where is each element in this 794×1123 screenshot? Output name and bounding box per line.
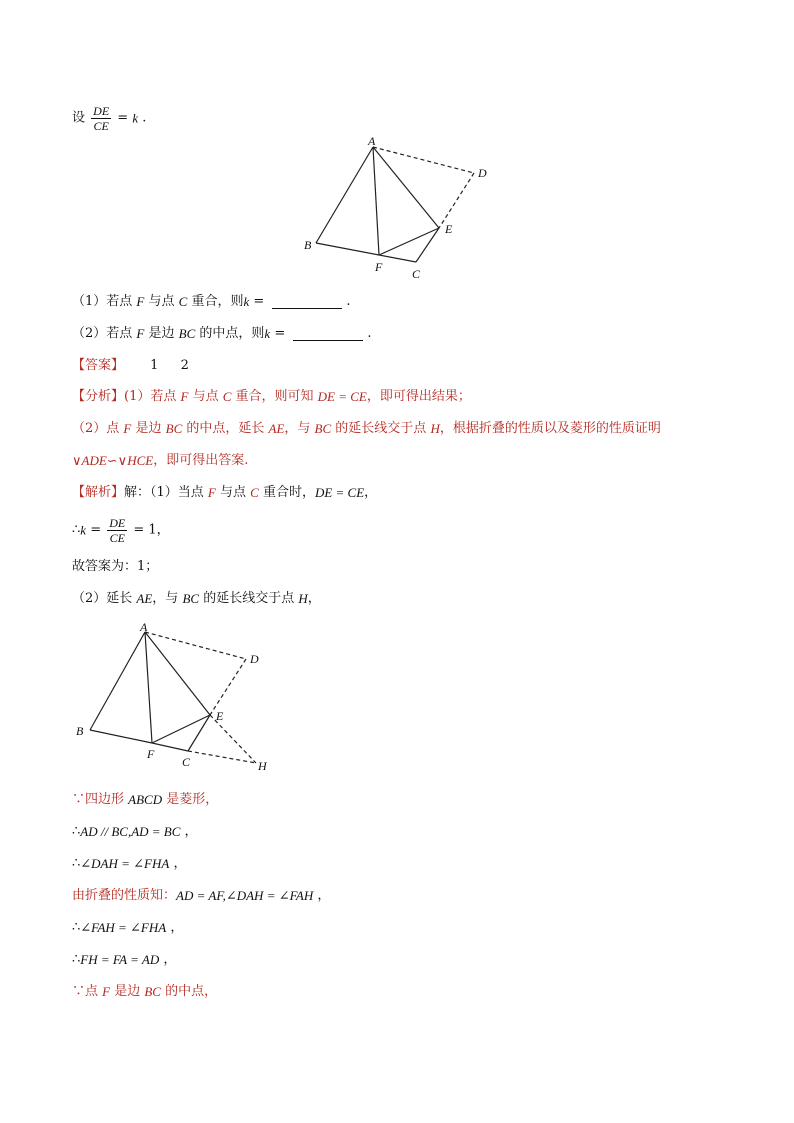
label-D: D: [250, 652, 259, 666]
proof-4-math: AD = AF,∠DAH = ∠FAH: [176, 888, 314, 903]
q1-end: .: [346, 294, 351, 309]
proof-4-text-1: 由折叠的性质知：: [72, 888, 177, 903]
proof-line-3: [72, 855, 186, 874]
analysis-2-H: H: [430, 421, 440, 436]
solution-2-fraction: [107, 516, 127, 545]
proof-1-text-1: ∵四边形: [72, 792, 129, 807]
proof-3-math: ∠DAH = ∠FHA: [80, 856, 170, 871]
q2-end: .: [367, 326, 372, 341]
q1-answer-blank[interactable]: [272, 296, 342, 309]
analysis-line-3: [72, 452, 248, 471]
solution-4-AE: AE: [136, 591, 153, 606]
label-A: A: [140, 620, 148, 634]
solution-1-text-3: 重合时，: [258, 485, 315, 500]
figure-2: [68, 620, 283, 780]
q1-C: C: [178, 294, 188, 309]
intro-line: [72, 104, 146, 133]
question-1: [72, 293, 351, 312]
answer-line: [72, 357, 189, 376]
segment-BF: [90, 730, 152, 743]
proof-line-6: [72, 951, 176, 970]
label-C: C: [412, 267, 421, 281]
analysis-1-text-4: ，即可得出结果；: [366, 389, 471, 404]
proof-5-text-1: ∴: [72, 920, 81, 935]
analysis-line-1: [72, 388, 471, 407]
solution-line-1: [72, 484, 377, 503]
q1-k: k: [243, 294, 250, 309]
solution-line-3: [72, 558, 158, 577]
analysis-1-text-1: (1）若点: [124, 389, 181, 404]
solution-1-C: C: [250, 485, 259, 500]
intro-end: .: [142, 110, 147, 126]
q1-F: F: [136, 294, 145, 309]
q1-eq: =: [249, 294, 269, 309]
intro-eq: =: [117, 110, 133, 126]
q1-text-1: 若点: [106, 294, 137, 309]
label-F: F: [375, 260, 383, 274]
segment-AE: [373, 147, 439, 228]
label-A: A: [368, 135, 376, 148]
label-B: B: [304, 238, 312, 252]
answer-label: 【答案】: [72, 358, 125, 373]
solution-1-math: DE = CE: [314, 485, 365, 500]
proof-line-4: [72, 887, 330, 906]
segment-BF: [316, 243, 379, 255]
solution-4-BC: BC: [182, 591, 200, 606]
proof-6-math: FH = FA = AD: [80, 952, 160, 967]
segment-AB: [90, 632, 145, 730]
proof-2-text-1: ∴: [72, 824, 81, 839]
proof-5-math: ∠FAH = ∠FHA: [80, 920, 167, 935]
q2-eq: =: [270, 326, 290, 341]
q2-text-2: 是边: [144, 326, 179, 341]
segment-DE-dashed: [439, 173, 474, 228]
solution-1-text-2: 与点: [215, 485, 251, 500]
solution-4-text-1: （2）延长: [72, 591, 137, 606]
solution-3-text: 故答案为：1；: [72, 559, 159, 574]
analysis-line-2: [72, 420, 661, 439]
analysis-2-text-4: ，与: [284, 421, 315, 436]
solution-2-eq: =: [86, 522, 106, 538]
segment-AB: [316, 147, 373, 243]
answer-1: 1: [150, 358, 159, 373]
segment-AE: [145, 632, 210, 715]
proof-6-text-2: ，: [159, 952, 177, 967]
proof-2-text-2: ，: [180, 824, 198, 839]
analysis-1-C: C: [222, 389, 232, 404]
analysis-1-math: DE = CE: [317, 389, 367, 404]
analysis-2-F: F: [123, 421, 132, 436]
solution-2-numerator: DE: [109, 516, 126, 530]
proof-4-text-2: ，: [313, 888, 331, 903]
proof-line-1: [72, 791, 218, 810]
q2-F: F: [136, 326, 145, 341]
analysis-2-text-3: 的中点，延长: [182, 421, 269, 436]
solution-1-text-4: ，: [364, 485, 378, 500]
analysis-1-text-2: 与点: [188, 389, 223, 404]
proof-1-text-2: 是菱形，: [162, 792, 219, 807]
proof-line-2: [72, 823, 198, 842]
solution-4-text-2: ，与: [152, 591, 183, 606]
proof-2-math: AD // BC,AD = BC: [80, 824, 181, 839]
label-E: E: [445, 222, 453, 236]
q2-number: （2）: [72, 326, 107, 341]
proof-7-text-1: ∵点: [72, 984, 103, 999]
analysis-1-text-3: 重合，则可知: [231, 389, 318, 404]
analysis-2-text-2: 是边: [131, 421, 166, 436]
analysis-2-text-6: ，根据折叠的性质以及菱形的性质证明: [439, 421, 661, 436]
analysis-2-BC2: BC: [314, 421, 332, 436]
q1-text-3: 重合，则: [187, 294, 244, 309]
label-C: C: [182, 755, 191, 769]
proof-7-math: F: [102, 984, 111, 999]
q1-text-2: 与点: [144, 294, 179, 309]
solution-2-denominator: CE: [109, 531, 125, 545]
segment-AF: [145, 632, 152, 743]
fraction-numerator: DE: [93, 104, 110, 118]
label-E: E: [216, 709, 224, 723]
segment-FC: [379, 255, 416, 262]
proof-7-math-2: BC: [144, 984, 161, 999]
analysis-1-F: F: [180, 389, 189, 404]
solution-label: 【解析】: [72, 485, 125, 500]
analysis-2-BC: BC: [165, 421, 183, 436]
proof-1-math: ABCD: [128, 792, 163, 807]
intro-prefix: 设: [72, 110, 86, 126]
segment-AD-dashed: [373, 147, 474, 173]
figure-1: [300, 135, 500, 285]
answer-2: 2: [180, 358, 189, 373]
label-F: F: [147, 747, 155, 761]
analysis-2-AE: AE: [268, 421, 285, 436]
segment-AD-dashed: [145, 632, 246, 659]
solution-4-text-3: 的延长线交于点: [199, 591, 299, 606]
q1-number: （1）: [72, 294, 107, 309]
proof-line-5: [72, 919, 183, 938]
q2-text-3: 的中点，则: [195, 326, 265, 341]
label-H: H: [258, 759, 267, 773]
solution-4-text-4: ，: [307, 591, 321, 606]
segment-FC: [152, 743, 188, 751]
solution-2-k: k: [80, 522, 87, 538]
q2-answer-blank[interactable]: [293, 328, 363, 341]
analysis-3-text-1: ，即可得出答案.: [153, 453, 249, 468]
q2-BC: BC: [178, 326, 196, 341]
proof-3-text-1: ∴: [72, 856, 81, 871]
proof-6-text-1: ∴: [72, 952, 81, 967]
solution-line-2: [72, 516, 170, 545]
q2-k: k: [264, 326, 271, 341]
label-D: D: [478, 166, 487, 180]
proof-5-text-2: ，: [166, 920, 184, 935]
solution-line-4: [72, 590, 321, 609]
solution-2-therefore: ∴: [72, 522, 81, 538]
fraction-denominator: CE: [93, 119, 109, 133]
solution-2-rest: = 1，: [129, 522, 170, 538]
solution-1-text-1: 解：（1）当点: [124, 485, 208, 500]
label-B: B: [76, 724, 84, 738]
analysis-2-text-5: 的延长线交于点: [331, 421, 431, 436]
solution-4-H: H: [298, 591, 308, 606]
intro-fraction: [91, 104, 111, 133]
proof-7-text-3: 的中点，: [160, 984, 218, 999]
analysis-label: 【分析】: [72, 389, 125, 404]
intro-k: k: [132, 110, 139, 126]
proof-3-text-2: ，: [169, 856, 187, 871]
segment-DE-dashed: [210, 659, 246, 715]
solution-1-F: F: [207, 485, 216, 500]
question-2: [72, 325, 372, 344]
analysis-3-math: ∨ADE∽∨HCE: [72, 453, 154, 468]
analysis-2-text-1: （2）点: [72, 421, 124, 436]
proof-7-text-2: 是边: [110, 984, 145, 999]
proof-line-7: [72, 983, 217, 1002]
q2-text-1: 若点: [106, 326, 137, 341]
segment-AF: [373, 147, 379, 255]
